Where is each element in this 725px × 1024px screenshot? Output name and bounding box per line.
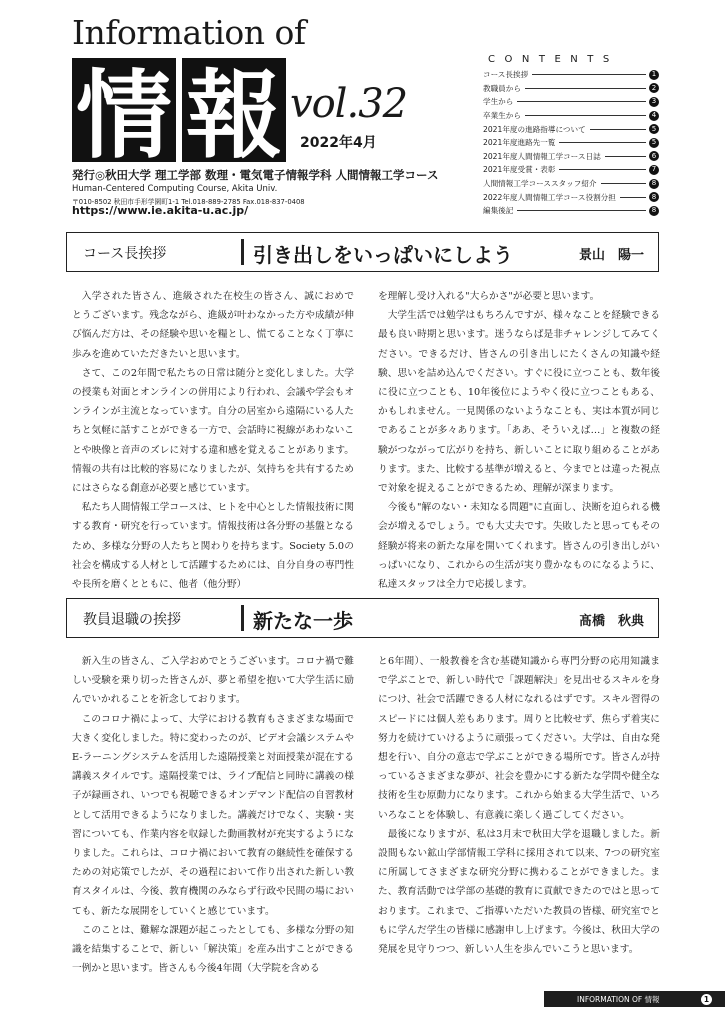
contents-item[interactable] [483,150,659,164]
paragraph: 大学生活では勉学はもちろんですが、様々なことを経験できる最も良い時期と思います。迷うならば是非チャレンジしてみてください。できるだけ、皆さんの引き出しにたくさんの知識や経験、思いを詰め込んでください。すぐに役に立つことも、数年後に役に立つことも、10年後位にようやく役に立つこともある、かもしれません。一見関係のないようなことも、実は本質が同じであることが多々あります。「ああ、そういえば…」と複数の経験がつながって広がりを持ち、新しいことに取り組めることがあります。また、比較する基準が増えると、今までとは違った視点で対象を捉えることができるため、理解が深まります。 [378,310,660,495]
contents-item-page: 4 [649,111,659,121]
contents-item[interactable] [483,177,659,191]
volume-number: vol.32 [290,81,408,127]
contents-item-page: 8 [649,192,659,202]
article1-header [66,232,659,272]
contents-item[interactable] [483,122,659,136]
contents-leader-line [517,210,646,211]
paragraph: 最後になりますが、私は3月末で秋田大学を退職しました。新設間もない鉱山学部情報工学科に採用されて以来、7つの研究室に所属してさまざまな研究分野に携わることができました。また、教育活動では学部の基礎的教育に貢献できたのではと思っております。これまで、ご指導いただいた教員の皆様、研究室でともに学んだ学生の皆様に感謝申し上げます。今後は、秋田大学の発展を見守りつつ、新しい人生を歩んでいこうと思います。 [378,828,660,956]
contents-item-label: 2021年度進路先一覧 [483,138,556,148]
paragraph: 入学された皆さん、進級された在校生の皆さん、誠におめでとうございます。残念ながら、進級が叶わなかった方や成績が伸び悩んだ方は、その経験や思いを糧とし、慌てることなく丁寧に歩みを進めていただきたいと思います。 [72,291,354,360]
contents-item-page: 8 [649,206,659,216]
paragraph: を理解し受け入れる"大らかさ"が必要と思います。 [378,291,600,302]
issue-date: 2022年4月 [300,135,377,151]
contents-item-label: 学生から [483,97,514,107]
article2-column-right [378,652,660,959]
paragraph: 今後も"解のない・未知なる問題"に直面し、決断を迫られる機会が増えるでしょう。でも大丈夫です。失敗したと思ってもその経験が将来の新たな扉を開いてくれます。皆さんの引き出しがいっぱいになり、これからの生活が実り豊かなものになるように、私達スタッフは全力で応援します。 [378,502,660,591]
masthead-kanji [72,58,286,162]
contents-heading: CONTENTS [488,54,619,65]
article1-column-right [378,287,660,594]
contents-item[interactable] [483,190,659,204]
header-divider [241,239,244,265]
contents-item[interactable] [483,163,659,177]
contents-item-page: 5 [649,124,659,134]
contents-item-label: コース長挨拶 [483,70,529,80]
footer-label: INFORMATION OF 情報 [577,995,660,1004]
contents-leader-line [590,129,646,130]
contents-item[interactable] [483,82,659,96]
article2-title: 新たな一歩 [253,609,353,633]
contents-item-label: 2021年度の進路指導について [483,124,586,134]
contents-leader-line [559,169,646,170]
contents-item[interactable] [483,68,659,82]
contents-item-page: 2 [649,83,659,93]
contents-leader-line [605,156,646,157]
contents-leader-line [532,74,646,75]
contents-item[interactable] [483,95,659,109]
svg-text:報: 報 [186,59,282,162]
contents-list [483,68,659,218]
contents-item-label: 人間情報工学コーススタッフ紹介 [483,179,597,189]
contents-leader-line [517,101,646,102]
paragraph: このことは、難解な課題が起こったとしても、多様な分野の知識を結集することで、新しい「解決策」を産み出すことができる一例かと思います。皆さんも今後4年間（大学院を含める [72,924,354,975]
contents-item-label: 2021年度受賞・表彰 [483,165,556,175]
article2-category: 教員退職の挨拶 [83,612,181,628]
contents-item[interactable] [483,109,659,123]
paragraph: と6年間）、一般教養を含む基礎知識から専門分野の応用知識まで学ぶことで、新しい時代で「課題解決」を見出せるスキルを身につけ、社会で活躍できる人材になれるはずです。スキル習得のスピードには個人差もあります。周りと比較せず、焦らず着実に努力を続けていけるように頑張ってください。大学は、自由な発想を行い、自分の意志で学ぶことができる場所です。皆さんが持っているさまざまな夢が、社会を豊かにする新たな学問や健全な技術を生む原動力になります。これから始まる大学生活で、いろいろなことを体験し、有意義に楽しく過ごしてください。 [378,656,660,821]
svg-text:情: 情 [76,59,172,162]
kanji-jou [72,58,176,162]
page-number: 1 [701,994,712,1005]
article1-column-left [72,287,354,594]
masthead-title: Information of [72,13,306,52]
header-divider [241,605,244,631]
contents-item-page: 1 [649,70,659,80]
contents-item-label: 2022年度人間情報工学コース役割分担 [483,192,616,202]
contents-item-label: 教職員から [483,83,521,93]
article2-author: 髙橋 秋典 [578,614,644,629]
contents-item-page: 3 [649,97,659,107]
contents-item-label: 2021年度人間情報工学コース日誌 [483,151,601,161]
article1-title: 引き出しをいっぱいにしよう [253,243,513,267]
contents-leader-line [559,142,646,143]
article1-category: コース長挨拶 [83,246,167,262]
contents-leader-line [525,115,646,116]
contents-item-page: 7 [649,165,659,175]
contents-item-page: 5 [649,138,659,148]
article2-header [66,598,659,638]
paragraph: 私たち人間情報工学コースは、ヒトを中心とした情報技術に関する教育・研究を行っています。情報技術は各分野の基盤となるため、多様な分野の人たちと関わりを持ちます。Society 5.0の社会を構成する人材として活躍するためには、自分自身の専門性や長所を磨くとともに、他者（他分野） [72,502,354,591]
contents-item[interactable] [483,136,659,150]
website-link[interactable]: https://www.ie.akita-u.ac.jp/ [72,204,249,217]
article1-author: 景山 陽一 [578,248,644,263]
contents-item-label: 卒業生から [483,111,521,121]
contents-item-page: 8 [649,179,659,189]
publisher: 発行◎秋田大学 理工学部 数理・電気電子情報学科 人間情報工学コース [72,168,439,182]
publisher-en: Human-Centered Computing Course, Akita Univ. [72,184,278,194]
paragraph: 新入生の皆さん、ご入学おめでとうございます。コロナ禍で難しい受験を乗り切った皆さんが、夢と希望を抱いて大学生活に励んでいかれることを祈念しております。 [72,656,354,706]
contents-leader-line [620,197,646,198]
paragraph: さて、この2年間で私たちの日常は随分と変化しました。大学の授業も対面とオンラインの併用により行われ、会議や学会もオンラインが主流となっています。自分の居室から遠隔にいる人たちと気軽に話すことができる一方で、会話時に視線があわないことや映像と音声のズレに対する違和感を覚えることがあります。情報の共有は比較的容易になりましたが、気持ちを共有するためにはさらなる創意が必要と感じています。 [72,367,354,495]
contents-leader-line [601,183,646,184]
contents-item-page: 6 [649,151,659,161]
publisher-address: 〒010-8502 秋田市手形学園町1-1 Tel.018-889-2785 Fax.018-837-0408 [72,198,305,206]
paragraph: このコロナ禍によって、大学における教育もさまざまな場面で大きく変化しました。特に変わったのが、ビデオ会議システムやE-ラーニングシステムを活用した遠隔授業と対面授業が混在する講義スタイルです。遠隔授業では、ライブ配信と同時に講義の様子が録画され、いつでも視聴できるオンデマンド配信の自習教材として活用できるようになりました。講義だけでなく、実験・実習についても、作業内容を収録した動画教材が充実するようになりました。これらは、コロナ禍において教育の継続性を確保するための対応策でしたが、その過程において作り出された新しい教育スタイルは、今後、教育機関のみならず行政や民間の場においても、新たな展開をしていくと感じています。 [72,713,354,917]
kanji-hou [182,58,286,162]
article2-column-left [72,652,354,978]
contents-item-label: 編集後記 [483,206,514,216]
footer-bar [544,991,725,1007]
contents-leader-line [525,88,646,89]
contents-item[interactable] [483,204,659,218]
